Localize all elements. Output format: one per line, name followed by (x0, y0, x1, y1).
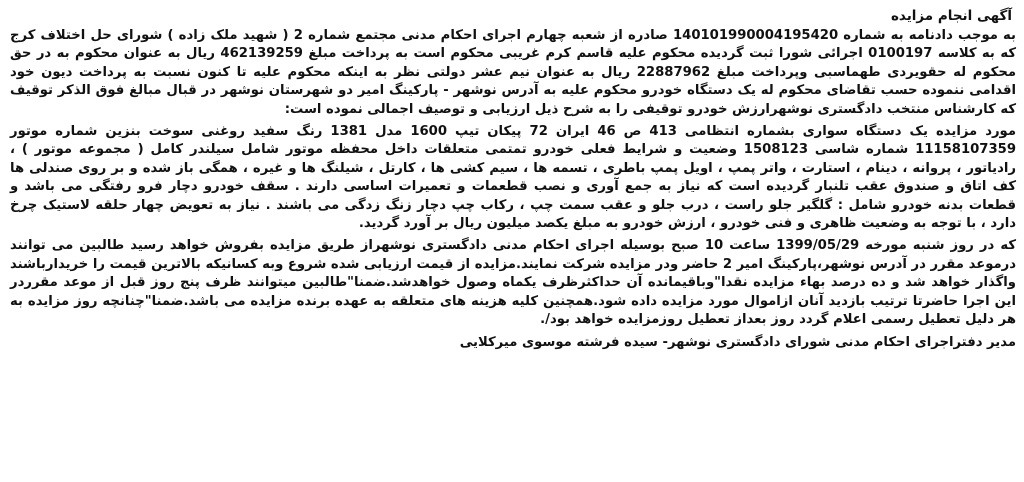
notice-paragraph-vehicle: مورد مزایده یک دستگاه سواری بشماره انتظامی 413 ص 46 ایران 72 پیکان تیپ 1600 مدل 1381 رنگ سفید روغنی سوخت بنزین شماره موتور 11158107359 شماره شاسی 1508123 وضعیت و شرایط فعلی خودرو تمتمی متعلقات داخل محفظه موتور شامل سیلندر کامل ( مجموعه موتور ) ، رادیاتور ، پروانه ، دینام ، استارت ، واتر پمپ ، اویل پمپ باطری ، تسمه ها ، سیم کشی ها ، کارتل ، شیلنگ ها و غیره ، همگی باز شده و بر روی صندلی ها کف اتاق و صندوق عقب تلنبار گردیده است که نیاز به جمع آوری و نصب قطعمات و تعمیرات اساسی دارند . سقف خودرو دچار فرو رفتگی می باشد و قطعات بدنه خودرو شامل : گلگیر جلو راست ، درب جلو و عقب سمت چپ ، رکاب چپ دچار زنگ زدگی می باشند . نیاز به تعویض چهار حلقه لاستیک چرخ دارد ، با توجه به وضعیت ظاهری و فنی خودرو ، ارزش خودرو به مبلغ یکصد میلیون ریال بر آورد گردید. (10, 124, 1016, 232)
notice-paragraph-auction-terms: که در روز شنبه مورخه 1399/05/29 ساعت 10 صبح بوسیله اجرای احکام مدنی دادگستری نوشهراز طریق مزایده بفروش خواهد رسید طالبین می توانند درموعد مقرر در آدرس نوشهر،پارکینگ امیر 2 حاضر ودر مزایده شرکت نمایند.مزایده از قیمت ارزیابی شده شروع وبه کسانیکه بالاترین قیمت را خریدارباشند واگذار خواهد شد و ده درصد بهاء مزایده نقدا"وباقیمانده آن حداکثرظرف یکماه وصول خواهدشد.ضمنا"طالبین میتوانند ظرف پنج روز قبل از موعد مقرردر این اجرا حاضرتا ترتیب بازدید آنان ازاموال مورد مزایده داده شود.همچنین کلیه هزینه های متعلقه به عهده برنده مزایده می باشد.ضمنا"چنانچه روز مزایده به هر دلیل تعطیل رسمی اعلام گردد روز بعداز تعطیل روزمزایده خواهد بود/. (10, 238, 1017, 328)
notice-paragraph-judgment: به موجب دادنامه به شماره 140101990004195420 صادره از شعبه چهارم اجرای احکام مدنی مجتمع شماره 2 ( شهید ملک زاده ) شورای حل اختلاف کرج که به کلاسه 0100197 اجرائی شورا ثبت گردیده محکوم علیه قاسم کرم غریبی محکوم است به پرداخت مبلغ 462139259 ریال به عنوان محکوم به در حق محکوم له حقویردی طهماسبی وپرداخت مبلغ 22887962 ریال به عنوان نیم عشر دولتی نظر به اینکه محکوم علیه تا کنون نسبت به پرداخت دیون خود اقدامی ننموده حسب تقاضای محکوم له یک دستگاه خودرو محکوم علیه به آدرس نوشهر - پارکینگ امیر دو شهرستان نوشهر در قبال مبالغ فوق الذکر توقیف که کارشناس منتخب دادگستری نوشهرارزش خودرو توقیفی را به شرح ذیل ارزیابی و توصیف اجمالی نموده است: (10, 28, 1017, 117)
notice-signature: مدیر دفتراجرای احکام مدنی شورای دادگستری نوشهر- سیده فرشته موسوی میرکلایی (459, 334, 1016, 350)
notice-title: آگهی انجام مزایده (890, 8, 1012, 24)
